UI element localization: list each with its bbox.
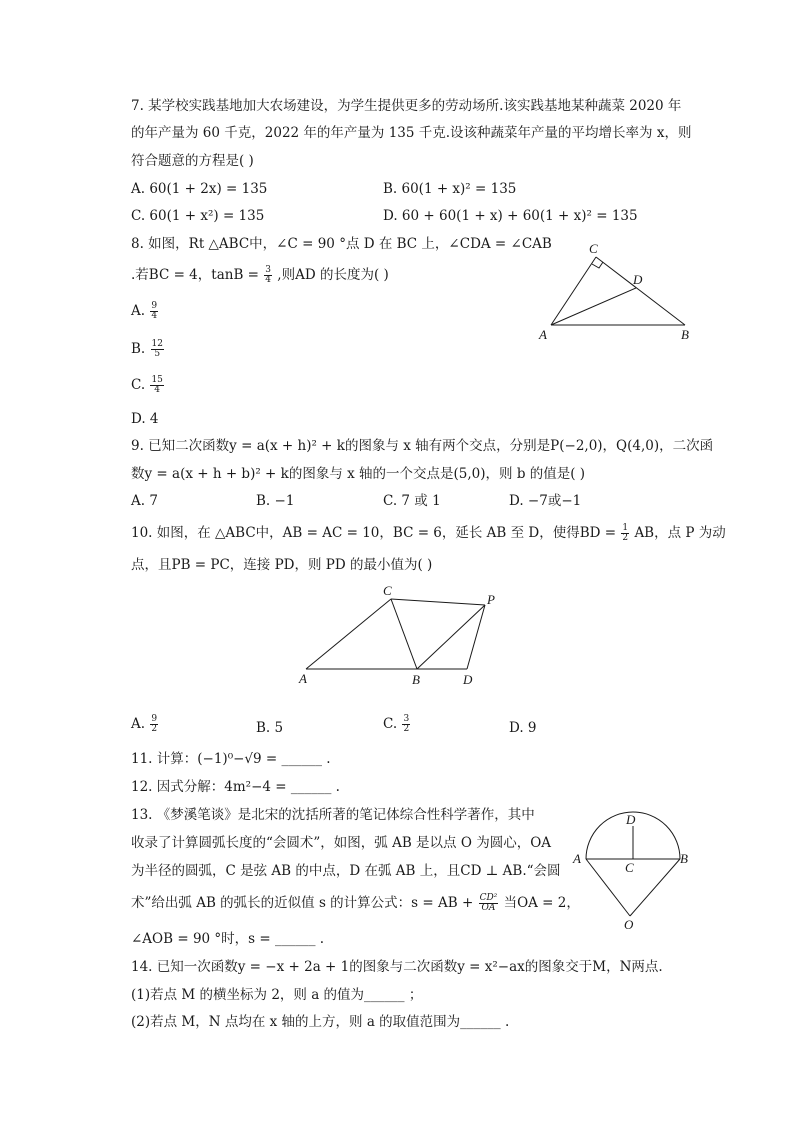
q13-label-b: B [680,851,688,866]
q10-label-a: A [299,671,307,686]
q8-option-b-label: B. [131,341,146,357]
q7-line2: 的年产量为 60 千克，2022 年的年产量为 135 千克.设该种蔬菜年产量的平均增长率为 x，则 [131,125,692,141]
q8-option-a-fraction [150,302,158,321]
q8-line1: 8. 如图，Rt △ABC中，∠C = 90 °点 D 在 BC 上，∠CDA = ∠CAB [131,236,552,252]
q8-option-c-numerator: 15 [151,375,163,385]
q10-line1 [131,524,726,543]
q8-line2-post: ,则AD 的长度为( ) [277,267,389,283]
q7-option-c: C. 60(1 + x²) = 135 [131,208,265,224]
q8-option-c [131,376,165,395]
q8-label-a: A [539,327,547,342]
q13-formula-denominator: OA [481,903,496,913]
q10-option-b: B. 5 [256,720,284,736]
q10-option-a-fraction [150,715,158,734]
q10-line1-post: AB，点 P 为动 [634,525,726,541]
q14-line3: (2)若点 M，N 点均在 x 轴的上方，则 a 的取值范围为______ . [131,1014,510,1030]
q10-option-a-denominator: 2 [151,724,158,734]
q10-segment-cb [391,599,417,669]
q10-bd-numerator: 1 [622,523,629,533]
q9-line2: 数y = a(x + h + b)² + k的图象与 x 轴的一个交点是(5,0)，则 b 的值是( ) [131,466,586,482]
q8-option-c-label: C. [131,377,146,393]
q7-line1: 7. 某学校实践基地加大农场建设，为学生提供更多的劳动场所.该实践基地某种蔬菜 2020 年 [131,98,682,114]
q10-triangle-figure [295,582,505,688]
q10-line1-pre: 10. 如图，在 △ABC中，AB = AC = 10，BC = 6，延长 AB 至 D，使得BD = [131,525,617,541]
q9-option-b: B. −1 [256,493,295,509]
q10-segment-pb [417,605,485,669]
q8-label-b: B [681,327,689,342]
q10-label-b: B [412,672,420,687]
q8-tan-numerator: 3 [265,265,271,275]
q13-radius-ob [630,859,680,916]
q13-line4 [131,894,580,913]
q8-option-b [131,340,165,359]
q9-option-a: A. 7 [131,493,158,509]
q10-segment-cp [391,599,485,605]
q13-label-a: A [573,851,581,866]
q13-arc-figure [568,810,698,938]
q10-option-c-denominator: 2 [403,724,410,734]
q10-bd-fraction [621,524,629,543]
q8-option-c-fraction [150,376,163,395]
q10-option-c-fraction [402,715,410,734]
q12-text: 12. 因式分解：4m²−4 = ______ . [131,779,340,795]
q7-option-d: D. 60 + 60(1 + x) + 60(1 + x)² = 135 [383,208,638,224]
q10-option-c-label: C. [383,716,398,732]
q8-option-a [131,302,159,321]
q8-right-angle-mark [592,262,603,268]
q11-text: 11. 计算：(−1)⁰−√9 = ______ . [131,751,331,767]
q13-line4-pre: 术”给出弧 AB 的弧长的近似值 s 的计算公式：s = AB + [131,895,474,911]
q8-option-a-label: A. [131,303,146,319]
q10-option-c-numerator: 3 [403,714,410,724]
q13-label-o: O [624,917,634,932]
q10-option-a-label: A. [131,716,146,732]
q8-option-a-numerator: 9 [151,301,158,311]
q8-option-b-numerator: 12 [151,339,163,349]
q10-side-ac [306,599,391,669]
q14-line2: (1)若点 M 的横坐标为 2，则 a 的值为______ ； [131,987,423,1003]
q13-label-d: D [626,812,636,827]
q7-option-a: A. 60(1 + 2x) = 135 [131,181,268,197]
q8-option-a-denominator: 4 [151,311,158,321]
q8-option-b-fraction [151,340,164,359]
q10-option-a-numerator: 9 [151,714,158,724]
q8-option-b-denominator: 5 [154,349,161,359]
q13-formula-fraction [479,894,499,913]
q10-option-d: D. 9 [509,720,537,736]
q10-option-a [131,715,159,734]
q10-option-c [383,715,411,734]
q13-line5: ∠AOB = 90 °时，s = ______ . [131,931,325,947]
q10-label-p: P [487,592,495,607]
q8-line2 [131,266,389,285]
q10-bd-denominator: 2 [622,533,629,543]
q7-line3: 符合题意的方程是( ) [131,153,254,169]
q13-formula-numerator: CD² [479,893,498,903]
q13-line2: 收录了计算圆弧长度的“会圆术”，如图，弧 AB 是以点 O 为圆心，OA [131,835,552,851]
q8-tan-denominator: 4 [265,275,271,285]
q10-line2: 点，且PB = PC，连接 PD，则 PD 的最小值为( ) [131,557,433,573]
q10-segment-pd [467,605,485,669]
q13-line1: 13. 《梦溪笔谈》是北宋的沈括所著的笔记体综合性科学著作，其中 [131,807,535,823]
q8-triangle-figure [535,238,705,344]
q8-side-cb [596,257,685,325]
q8-option-c-denominator: 4 [154,385,161,395]
q8-label-d: D [633,272,643,287]
q10-label-c: C [383,583,392,598]
q13-label-c: C [625,860,634,875]
q8-tan-fraction [264,266,272,285]
q13-radius-oa [586,859,630,916]
q8-label-c: C [589,241,598,256]
q8-option-d: D. 4 [131,411,159,427]
q13-line4-post: 当OA = 2， [503,895,580,911]
q13-line3: 为半径的圆弧，C 是弦 AB 的中点，D 在弧 AB 上，且CD ⊥ AB.“会圆 [131,863,561,879]
q10-label-d: D [463,672,473,687]
q9-option-d: D. −7或−1 [509,493,582,509]
q8-line2-pre: .若BC = 4，tanB = [131,267,259,283]
q14-line1: 14. 已知一次函数y = −x + 2a + 1的图象与二次函数y = x²−ax的图象交于M，N两点. [131,959,663,975]
q7-option-b: B. 60(1 + x)² = 135 [383,181,517,197]
q9-line1: 9. 已知二次函数y = a(x + h)² + k的图象与 x 轴有两个交点，分别是P(−2,0)，Q(4,0)，二次函 [131,438,714,454]
q9-option-c: C. 7 或 1 [383,493,441,509]
